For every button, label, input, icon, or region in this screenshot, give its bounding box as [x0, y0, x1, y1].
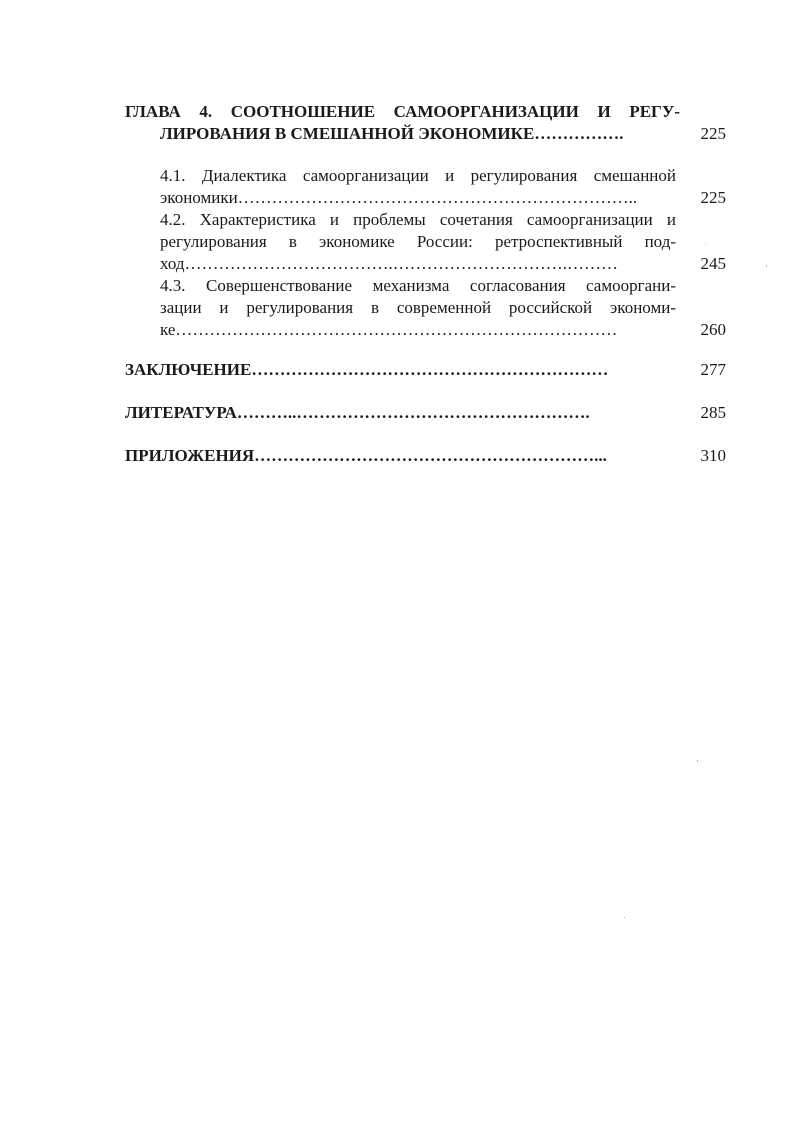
scan-speck: [705, 243, 706, 244]
conclusion-page-number: 277: [700, 360, 726, 379]
chapter-4-page-number: 225: [700, 124, 726, 143]
section-4-1-page-number: 225: [700, 188, 726, 207]
appendix-label: ПРИЛОЖЕНИЯ……………………………………………………...: [125, 446, 607, 465]
section-4-2-line-2: регулирования в экономике России: ретроспективный под-: [160, 232, 676, 251]
scan-speck: [624, 917, 625, 918]
section-4-1-line-2: экономики……………………………………………………………..: [160, 188, 638, 207]
chapter-4-title-line-1: ГЛАВА 4. СООТНОШЕНИЕ САМООРГАНИЗАЦИИ И РЕГУ-: [125, 102, 680, 121]
literature-label: ЛИТЕРАТУРА………..…………………………………………….: [125, 403, 590, 422]
appendix-page-number: 310: [700, 446, 726, 465]
section-4-2-line-3: ход……………………………….………………………….………: [160, 254, 619, 273]
section-4-1-line-1: 4.1. Диалектика самоорганизации и регулирования смешанной: [160, 166, 676, 185]
scan-speck: [766, 265, 767, 267]
section-4-3-page-number: 260: [700, 320, 726, 339]
section-4-2-line-1: 4.2. Характеристика и проблемы сочетания самоорганизации и: [160, 210, 676, 229]
section-4-2-page-number: 245: [700, 254, 726, 273]
section-4-3-line-2: зации и регулирования в современной российской экономи-: [160, 298, 676, 317]
chapter-4-title-line-2: ЛИРОВАНИЯ В СМЕШАННОЙ ЭКОНОМИКЕ…………….: [160, 124, 624, 143]
section-4-3-line-3: ке……………………………………………………………………: [160, 320, 618, 339]
literature-page-number: 285: [700, 403, 726, 422]
conclusion-label: ЗАКЛЮЧЕНИЕ………………………………………………………: [125, 360, 609, 379]
section-4-3-line-1: 4.3. Совершенствование механизма согласования самооргани-: [160, 276, 676, 295]
scan-speck: [697, 760, 698, 762]
